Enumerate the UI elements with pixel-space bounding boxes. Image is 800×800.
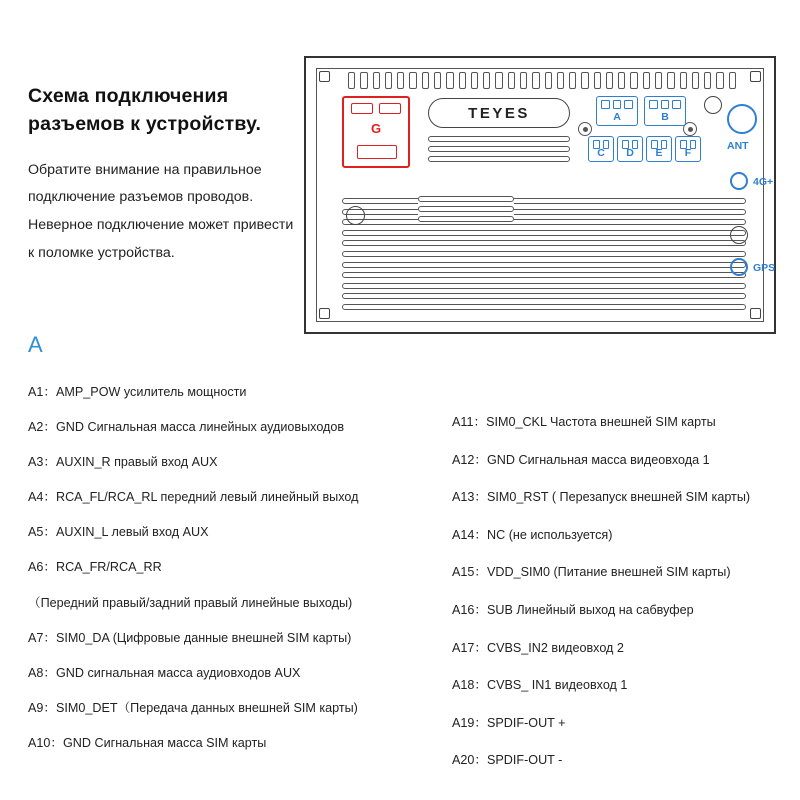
connector-g-pin-slot [351,103,373,114]
vent-slot [342,230,746,236]
pin-row: （Передний правый/задний правый линейные выходы) [28,595,353,610]
pin-row: A1：AMP_POW усилитель мощности [28,385,247,399]
pin-row: A15：VDD_SIM0 (Питание внешней SIM карты) [452,565,731,580]
antenna-port-label: ANT [727,140,749,152]
vent-row-mid-left [418,196,514,222]
vent-slot [342,209,746,215]
vent-slot [360,72,367,89]
vent-slot [342,293,746,299]
vent-slot [422,72,429,89]
pin-row: A4：RCA_FL/RCA_RL передний левый линейный выход [28,490,359,505]
vent-slot [434,72,441,89]
pin-row: A12：GND Сигнальная масса видеовхода 1 [452,452,710,467]
vent-slot [716,72,723,89]
vent-slot [418,216,514,222]
vent-slot [373,72,380,89]
vent-slot [692,72,699,89]
corner-screw-bottom-left [319,308,330,319]
vent-row-top [348,72,736,89]
vent-slot [569,72,576,89]
vent-slot [545,72,552,89]
vent-slot [342,198,746,204]
vent-slot [532,72,539,89]
connector-b-label: B [661,111,669,123]
vent-slot [471,72,478,89]
connector-g-pin-slot [379,103,401,114]
connector-c-pins [593,140,609,149]
brand-name: TEYES [468,104,530,122]
intro-description-text: Обратите внимание на правильное подключение разъемов проводов. Неверное подключение может привести к поломке устройства. [28,161,294,261]
vent-slot [483,72,490,89]
vent-slot [446,72,453,89]
gps-port-label: GPS [753,262,776,274]
device-rear-panel-diagram [304,56,776,334]
vent-slot [428,156,570,162]
vent-slot [342,240,746,246]
connector-f-pins [680,140,696,149]
connector-b-pins [649,100,681,109]
connector-g-latch [357,145,397,159]
antenna-port[interactable] [727,104,757,134]
mounting-hole-right [730,226,748,244]
pin-row: A20：SPDIF-OUT - [452,753,563,768]
vent-slot [630,72,637,89]
connector-e[interactable] [646,136,672,162]
connector-a[interactable] [596,96,638,126]
vent-slot [418,206,514,212]
pin-list-left [28,386,428,772]
pin-list-right [452,416,792,792]
connector-g-red[interactable] [342,96,410,168]
pin-row: A13：SIM0_RST ( Перезапуск внешней SIM карты) [452,490,751,505]
vent-slot [342,262,746,268]
vent-slot [342,272,746,278]
vent-slot [618,72,625,89]
page-title: Схема подключения разъемов к устройству. [28,85,262,136]
lte-port[interactable] [730,172,748,190]
connector-g-label: G [370,121,382,136]
vent-slot [348,72,355,89]
connector-e-label: E [655,147,663,159]
vent-slot [409,72,416,89]
vent-slot [655,72,662,89]
gps-port[interactable] [730,258,748,276]
connector-d-label: D [626,147,634,159]
vent-slot [704,72,711,89]
pin-row: A16：SUB Линейный выход на сабвуфер [452,602,694,617]
pin-row: A8：GND сигнальная масса аудиовходов AUX [28,665,301,680]
connector-d[interactable] [617,136,643,162]
corner-screw-bottom-right [750,308,761,319]
pin-row: A10：GND Сигнальная масса SIM карты [28,735,267,750]
section-heading-a: A [28,332,43,357]
connector-c-label: C [597,147,605,159]
vent-slot [606,72,613,89]
intro-block [28,82,298,267]
intro-description [28,157,298,268]
connector-d-pins [622,140,638,149]
pin-row: A5：AUXIN_L левый вход AUX [28,525,209,540]
vent-slot [667,72,674,89]
pin-row: A11：SIM0_CKL Частота внешней SIM карты [452,415,716,429]
corner-screw-top-right [750,71,761,82]
vent-slot [520,72,527,89]
vent-slot [428,146,570,152]
pin-row: A2：GND Сигнальная масса линейных аудиовыходов [28,420,345,435]
vent-slot [397,72,404,89]
corner-screw-top-left [319,71,330,82]
vent-slot [342,219,746,225]
vent-slot [594,72,601,89]
vent-slot [342,283,746,289]
lte-port-label: 4G+ [753,176,774,188]
connector-f-label: F [684,147,692,159]
screw-ring-center [578,122,592,136]
connector-e-pins [651,140,667,149]
pin-row: A18：CVBS_ IN1 видеовход 1 [452,678,628,693]
vent-slot [342,304,746,310]
vent-slot [495,72,502,89]
vent-slot [581,72,588,89]
vent-slot [342,251,746,257]
pin-row: A3：AUXIN_R правый вход AUX [28,455,218,470]
mounting-hole-left [346,206,365,225]
connector-a-label: A [613,111,621,123]
pin-row: A7：SIM0_DA (Цифровые данные внешней SIM карты) [28,630,352,645]
vent-slot [508,72,515,89]
vent-slot [385,72,392,89]
vent-slot [729,72,736,89]
vent-slot [557,72,564,89]
pin-row: A6：RCA_FR/RCA_RR [28,560,162,575]
brand-plate [428,98,570,128]
pin-row: A9：SIM0_DET（Передача данных внешней SIM карты) [28,700,358,715]
vent-grid-bottom [342,198,746,310]
pin-row: A19：SPDIF-OUT + [452,715,566,730]
connector-a-pins [601,100,633,109]
vent-slot [459,72,466,89]
connector-b[interactable] [644,96,686,126]
vent-slot [643,72,650,89]
connector-c[interactable] [588,136,614,162]
vent-slot [428,136,570,142]
pin-row: A14：NC (не используется) [452,527,613,542]
pin-row: A17：CVBS_IN2 видеовход 2 [452,640,624,655]
connector-f[interactable] [675,136,701,162]
vent-slot [680,72,687,89]
vent-row-under-brand [428,136,570,162]
mounting-hole-top [704,96,722,114]
vent-slot [418,196,514,202]
